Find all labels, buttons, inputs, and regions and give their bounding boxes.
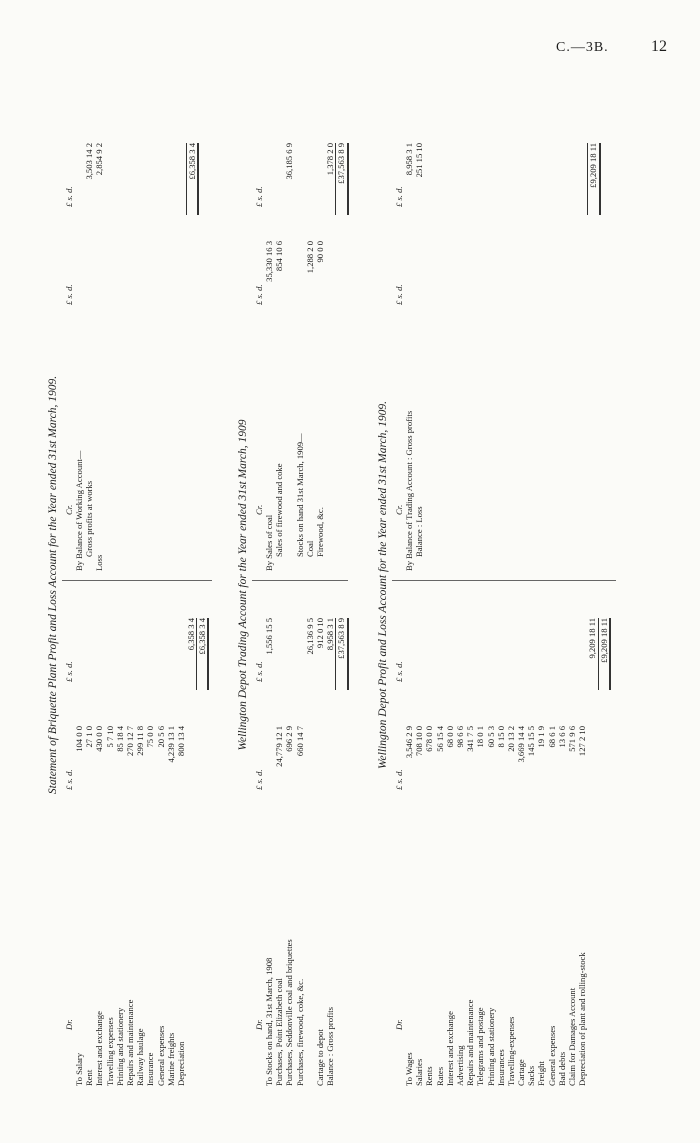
ledger-row xyxy=(325,585,335,1090)
statement-title: Statement of Briquette Plant Profit and Loss Account for the Year ended 31st March, 1909. xyxy=(47,375,59,795)
ledger-row xyxy=(404,585,414,1090)
ledger-amount-inner: 4,239 13 1 xyxy=(165,726,176,763)
currency-header: £ s. d. xyxy=(254,284,264,305)
ledger-amount-outer: 2,854 9 2 xyxy=(94,143,105,176)
statement-title: Wellington Depot Profit and Loss Account for the Year ended 31st March, 1909. xyxy=(377,401,389,769)
total-row xyxy=(335,585,345,1090)
ledger-row xyxy=(305,80,315,575)
subtotal-row xyxy=(587,585,597,1090)
subtotal-row xyxy=(186,585,196,1090)
ledger-row-label: Firewood, &c. xyxy=(314,507,325,557)
ledger-amount-inner: 660 14 7 xyxy=(294,726,305,757)
total-row xyxy=(335,80,345,575)
ledger-amount-inner: 145 15 5 xyxy=(526,726,537,757)
ledger-row-label: Purchases, Point Elizabeth coal xyxy=(274,978,285,1086)
column-divider xyxy=(392,580,616,581)
ledger-row xyxy=(445,585,455,1090)
currency-header: £ s. d. xyxy=(254,661,264,682)
ledger-amount-inner: 20 5 6 xyxy=(155,726,166,748)
ledger-row xyxy=(274,80,284,575)
currency-header: £ s. d. xyxy=(64,186,74,207)
ledger-amount-outer: 8,958 3 1 xyxy=(404,143,414,176)
credit-rows xyxy=(404,80,424,575)
ledger-row-label: By Balance of Working Account— xyxy=(74,450,84,571)
ledger-row-label: Marine freights xyxy=(165,1032,176,1086)
ledger-amount-inner: 299 11 8 xyxy=(135,726,146,756)
ledger-amount-inner: 5 7 10 xyxy=(104,726,115,748)
ledger-row-label: Advertising xyxy=(454,1045,465,1086)
ledger-row-label: Railway haulage xyxy=(135,1028,146,1086)
ledger-row xyxy=(325,80,335,575)
ledger-row-label: Rent xyxy=(84,1069,95,1086)
ledger-row-label: Interest and exchange xyxy=(94,1011,105,1086)
debit-rows xyxy=(264,585,335,1090)
credit-label: Cr. xyxy=(64,504,74,515)
ledger-row-label: Repairs and maintenance xyxy=(124,999,135,1086)
ledger-amount-inner: 708 10 0 xyxy=(414,726,425,757)
debit-total: £37,563 8 9 xyxy=(335,618,348,690)
ledger-row xyxy=(135,585,145,1090)
ledger-row xyxy=(94,80,104,575)
ledger-amount-inner: 854 10 6 xyxy=(274,241,285,272)
statement-title: Wellington Depot Trading Account for the Year ended 31st March, 1909 xyxy=(237,419,249,751)
ledger-row-label: Gross profits at works xyxy=(84,480,95,557)
ledger-row xyxy=(475,585,485,1090)
debit-total: £9,209 18 11 xyxy=(598,618,611,690)
ledger-row-label: Printing and stationery xyxy=(485,1007,496,1086)
ledger-row-label: Interest and exchange xyxy=(444,1011,455,1086)
ledger-row xyxy=(465,585,475,1090)
debit-side xyxy=(64,585,206,1090)
debit-side xyxy=(394,585,608,1090)
ledger-row xyxy=(516,585,526,1090)
ledger-row-label: Freight xyxy=(536,1061,547,1086)
ledger-row xyxy=(284,80,294,575)
ledger-amount-inner: 19 1 9 xyxy=(536,726,547,748)
ledger-amount-inner: 571 9 6 xyxy=(567,726,577,752)
total-row xyxy=(598,585,608,1090)
ledger-amount-inner: 1,288 2 0 xyxy=(304,241,315,274)
ledger-row-label: Cartage to depot xyxy=(314,1029,325,1086)
total-row xyxy=(587,80,597,575)
ledger-amount-inner: 270 12 7 xyxy=(124,726,135,757)
column-divider xyxy=(252,580,348,581)
ledger-row-label: Rents xyxy=(424,1066,435,1086)
debit-total: £6,358 3 4 xyxy=(196,618,209,690)
ledger-row xyxy=(84,80,94,575)
ledger-amount-outer: 1,556 15 5 xyxy=(264,618,274,655)
ledger-row xyxy=(315,585,325,1090)
ledger-row xyxy=(496,585,506,1090)
credit-total: £37,563 8 9 xyxy=(335,143,348,215)
ledger-row-label: Purchases, firewood, coke, &c. xyxy=(294,978,305,1086)
ledger-row-label: Insurance xyxy=(145,1052,156,1086)
ledger-amount-inner: 75 0 0 xyxy=(145,726,156,748)
debit-rows xyxy=(404,585,587,1090)
ledger-amount-inner: 127 2 10 xyxy=(577,726,588,757)
debit-label: Dr. xyxy=(254,1019,264,1030)
currency-header: £ s. d. xyxy=(394,284,404,305)
ledger-row-label: Travelling-expenses xyxy=(505,1016,516,1086)
ledger-amount-inner: 20 13 2 xyxy=(505,726,516,752)
ledger-row-label: By Balance of Trading Account : Gross profits xyxy=(404,410,414,571)
ledger-row xyxy=(526,585,536,1090)
ledger-row-label: To Salary xyxy=(74,1052,84,1086)
ledger-amount-inner: 696 2 9 xyxy=(284,726,295,752)
ledger-row-label: Rates xyxy=(434,1066,445,1086)
currency-header: £ s. d. xyxy=(64,661,74,682)
ledger-row xyxy=(506,585,516,1090)
ledger-amount-outer: 36,185 6 9 xyxy=(284,143,295,180)
currency-header: £ s. d. xyxy=(394,661,404,682)
ledger-row-label: Sacks xyxy=(526,1065,537,1086)
ledger-amount-inner: 60 5 3 xyxy=(485,726,496,748)
page-header xyxy=(0,0,700,60)
parliamentary-paper-reference: C.—3B. xyxy=(556,40,609,55)
credit-side xyxy=(394,80,598,575)
ledger-row-label: Coal xyxy=(304,540,315,557)
ledger-amount-inner: 104 0 0 xyxy=(74,726,84,752)
debit-label: Dr. xyxy=(394,1019,404,1030)
ledger-amount-inner: 678 0 0 xyxy=(424,726,435,752)
credit-rows xyxy=(264,80,335,575)
ledger-row xyxy=(577,585,587,1090)
ledger-row-label: Loss xyxy=(94,554,105,571)
credit-total: £9,209 18 11 xyxy=(587,143,600,215)
ledger-row-label: Insurances xyxy=(495,1049,506,1086)
total-row xyxy=(196,585,206,1090)
ledger-row xyxy=(295,80,305,575)
ledger-row-label: Balance : Loss xyxy=(414,506,425,557)
ledger-row xyxy=(115,585,125,1090)
debit-side xyxy=(254,585,346,1090)
ledger-amount-inner: 98 6 6 xyxy=(454,726,465,748)
rotated-accounts-sheet xyxy=(40,80,640,1090)
currency-header: £ s. d. xyxy=(394,186,404,207)
ledger-row-label: Sales of firewood and coke xyxy=(274,463,285,557)
ledger-amount-inner: 430 0 0 xyxy=(94,726,105,752)
ledger-row-label: Purchases, Seddonville coal and briquettes xyxy=(284,939,295,1086)
credit-label: Cr. xyxy=(254,504,264,515)
ledger-row xyxy=(557,585,567,1090)
ledger-row xyxy=(414,80,424,575)
ledger-row-label: To Wages xyxy=(404,1052,414,1086)
ledger-amount-inner: 13 6 6 xyxy=(556,726,567,748)
ledger-row-label: General expenses xyxy=(155,1025,166,1086)
ledger-row xyxy=(105,585,115,1090)
subtotal: 6,358 3 4 xyxy=(186,618,197,651)
ledger-row xyxy=(176,585,186,1090)
ledger-row xyxy=(74,80,84,575)
credit-side xyxy=(64,80,196,575)
ledger-row xyxy=(547,585,557,1090)
ledger-amount-inner: 68 0 0 xyxy=(444,726,455,748)
currency-header: £ s. d. xyxy=(254,186,264,207)
credit-side xyxy=(254,80,346,575)
ledger-row-label: Stocks on hand 31st March, 1909— xyxy=(294,433,305,557)
ledger-amount-inner: 90 0 0 xyxy=(314,241,325,263)
ledger-row xyxy=(414,585,424,1090)
ledger-amount-inner: 24,779 12 1 xyxy=(274,726,285,767)
page-number: 12 xyxy=(651,38,667,55)
column-divider xyxy=(62,580,212,581)
ledger-amount-outer: 26,136 9 5 xyxy=(304,618,315,655)
ledger-row-label: Printing and stationery xyxy=(114,1007,125,1086)
total-row xyxy=(186,80,196,575)
ledger-row xyxy=(536,585,546,1090)
ledger-row xyxy=(435,585,445,1090)
ledger-row xyxy=(84,585,94,1090)
currency-header: £ s. d. xyxy=(64,284,74,305)
ledger-row xyxy=(166,585,176,1090)
ledger-amount-inner: 27 1 0 xyxy=(84,726,95,748)
ledger-amount-inner: 18 0 1 xyxy=(475,726,486,748)
ledger-amount-inner: 3,669 14 4 xyxy=(516,726,527,763)
ledger-row xyxy=(305,585,315,1090)
ledger-row-label: Repairs and maintenance xyxy=(465,999,476,1086)
ledger-row xyxy=(74,585,84,1090)
ledger-row xyxy=(274,585,284,1090)
ledger-amount-outer: 251 15 10 xyxy=(414,143,425,178)
ledger-row-label: Depreciation xyxy=(175,1041,186,1086)
ledger-row-label: By Sales of coal xyxy=(264,514,274,571)
ledger-row xyxy=(424,585,434,1090)
ledger-row-label: Cartage xyxy=(516,1059,527,1086)
credit-label: Cr. xyxy=(394,504,404,515)
ledger-amount-outer: 1,378 2 0 xyxy=(325,143,336,176)
ledger-row-label: Claim for Damages Account xyxy=(567,987,577,1086)
ledger-amount-outer: 8,958 3 1 xyxy=(325,618,336,651)
ledger-amount-inner: 8 15 0 xyxy=(495,726,506,748)
ledger-amount-inner: 35,330 16 3 xyxy=(264,241,274,282)
ledger-row xyxy=(125,585,135,1090)
debit-label: Dr. xyxy=(64,1019,74,1030)
ledger-row-label: To Stocks on hand, 31st March, 1908 xyxy=(264,957,274,1086)
ledger-row xyxy=(455,585,465,1090)
subtotal: 9,209 18 11 xyxy=(587,618,598,659)
currency-header: £ s. d. xyxy=(64,769,74,790)
ledger-row xyxy=(264,80,274,575)
ledger-row-label: Travelling expenses xyxy=(104,1017,115,1086)
ledger-row xyxy=(486,585,496,1090)
ledger-row-label: Balance : Gross profits xyxy=(325,1007,336,1086)
debit-rows xyxy=(74,585,186,1090)
ledger-amount-inner: 68 6 1 xyxy=(546,726,557,748)
credit-total: £6,358 3 4 xyxy=(186,143,199,215)
ledger-amount-outer: 3,503 14 2 xyxy=(84,143,95,180)
ledger-amount-inner: 56 15 4 xyxy=(434,726,445,752)
ledger-amount-inner: 341 7 5 xyxy=(465,726,476,752)
ledger-row xyxy=(264,585,274,1090)
ledger-row xyxy=(315,80,325,575)
ledger-amount-inner: 85 18 4 xyxy=(114,726,125,752)
ledger-row xyxy=(404,80,414,575)
ledger-row xyxy=(156,585,166,1090)
ledger-amount-inner: 3,546 2 9 xyxy=(404,726,414,759)
ledger-amount-inner: 800 13 4 xyxy=(175,726,186,757)
credit-rows xyxy=(74,80,105,575)
ledger-row-label: Depreciation of plant and rolling-stock xyxy=(577,952,588,1086)
ledger-row-label: Bad debts xyxy=(556,1051,567,1086)
ledger-amount-outer: 912 0 10 xyxy=(314,618,325,649)
currency-header: £ s. d. xyxy=(394,769,404,790)
currency-header: £ s. d. xyxy=(254,769,264,790)
ledger-row-label: General expenses xyxy=(546,1025,557,1086)
ledger-row xyxy=(567,585,577,1090)
ledger-row-label: Telegrams and postage xyxy=(475,1007,486,1086)
ledger-row xyxy=(284,585,294,1090)
ledger-row-label: Salaries xyxy=(414,1058,425,1086)
ledger-row xyxy=(145,585,155,1090)
ledger-row xyxy=(295,585,305,1090)
ledger-row xyxy=(94,585,104,1090)
